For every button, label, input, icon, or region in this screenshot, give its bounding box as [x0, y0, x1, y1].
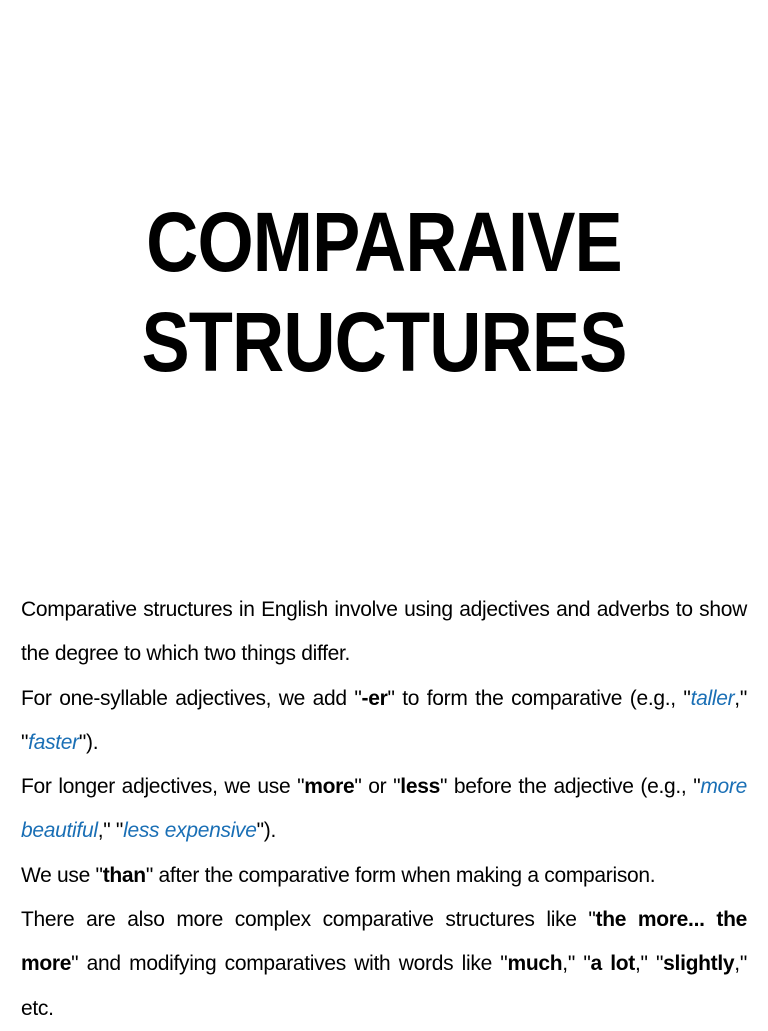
text-segment: " and modifying comparatives with words like ": [71, 952, 508, 976]
bold-term: -er: [361, 686, 388, 710]
text-segment: ," ": [562, 952, 591, 976]
text-segment: There are also more complex comparative structures like ": [21, 908, 596, 932]
text-segment: ," ": [97, 819, 124, 843]
text-segment: We use ": [21, 863, 103, 887]
text-segment: " or ": [354, 775, 401, 799]
text-segment: ," etc.: [21, 952, 747, 1020]
text-segment: For longer adjectives, we use ": [21, 775, 305, 799]
bold-term: than: [102, 863, 146, 887]
text-segment: " before the adjective (e.g., ": [439, 775, 701, 799]
paragraph-intro: [21, 588, 747, 677]
example-word: taller: [690, 686, 735, 710]
paragraph-text: Comparative structures in English involve using adjectives and adverbs to show the degree to which two things differ.: [21, 598, 747, 666]
example-word: more beautiful: [21, 775, 748, 843]
body-text: [21, 588, 747, 1031]
page-title: [0, 192, 768, 392]
bold-term: slightly: [663, 952, 735, 976]
paragraph-one-syllable: [21, 677, 747, 766]
text-segment: ," ": [634, 952, 664, 976]
bold-term: more: [304, 775, 355, 799]
example-word: less expensive: [123, 819, 257, 843]
title-line-2: STRUCTURES: [141, 295, 627, 389]
bold-term: a lot: [590, 952, 635, 976]
bold-term: the more... the more: [21, 908, 747, 976]
paragraph-complex: [21, 898, 747, 1031]
text-segment: " after the comparative form when making a comparison.: [145, 863, 656, 887]
text-segment: " to form the comparative (e.g., ": [387, 686, 691, 710]
title-line-1: COMPARAIVE: [146, 195, 622, 289]
text-segment: ").: [256, 819, 277, 843]
paragraph-longer-adjectives: [21, 765, 747, 854]
example-word: faster: [28, 730, 79, 754]
text-segment: ").: [78, 730, 99, 754]
text-segment: For one-syllable adjectives, we add ": [21, 686, 362, 710]
text-segment: ," ": [21, 686, 747, 754]
bold-term: less: [400, 775, 440, 799]
bold-term: much: [507, 952, 563, 976]
paragraph-than: [21, 854, 747, 898]
